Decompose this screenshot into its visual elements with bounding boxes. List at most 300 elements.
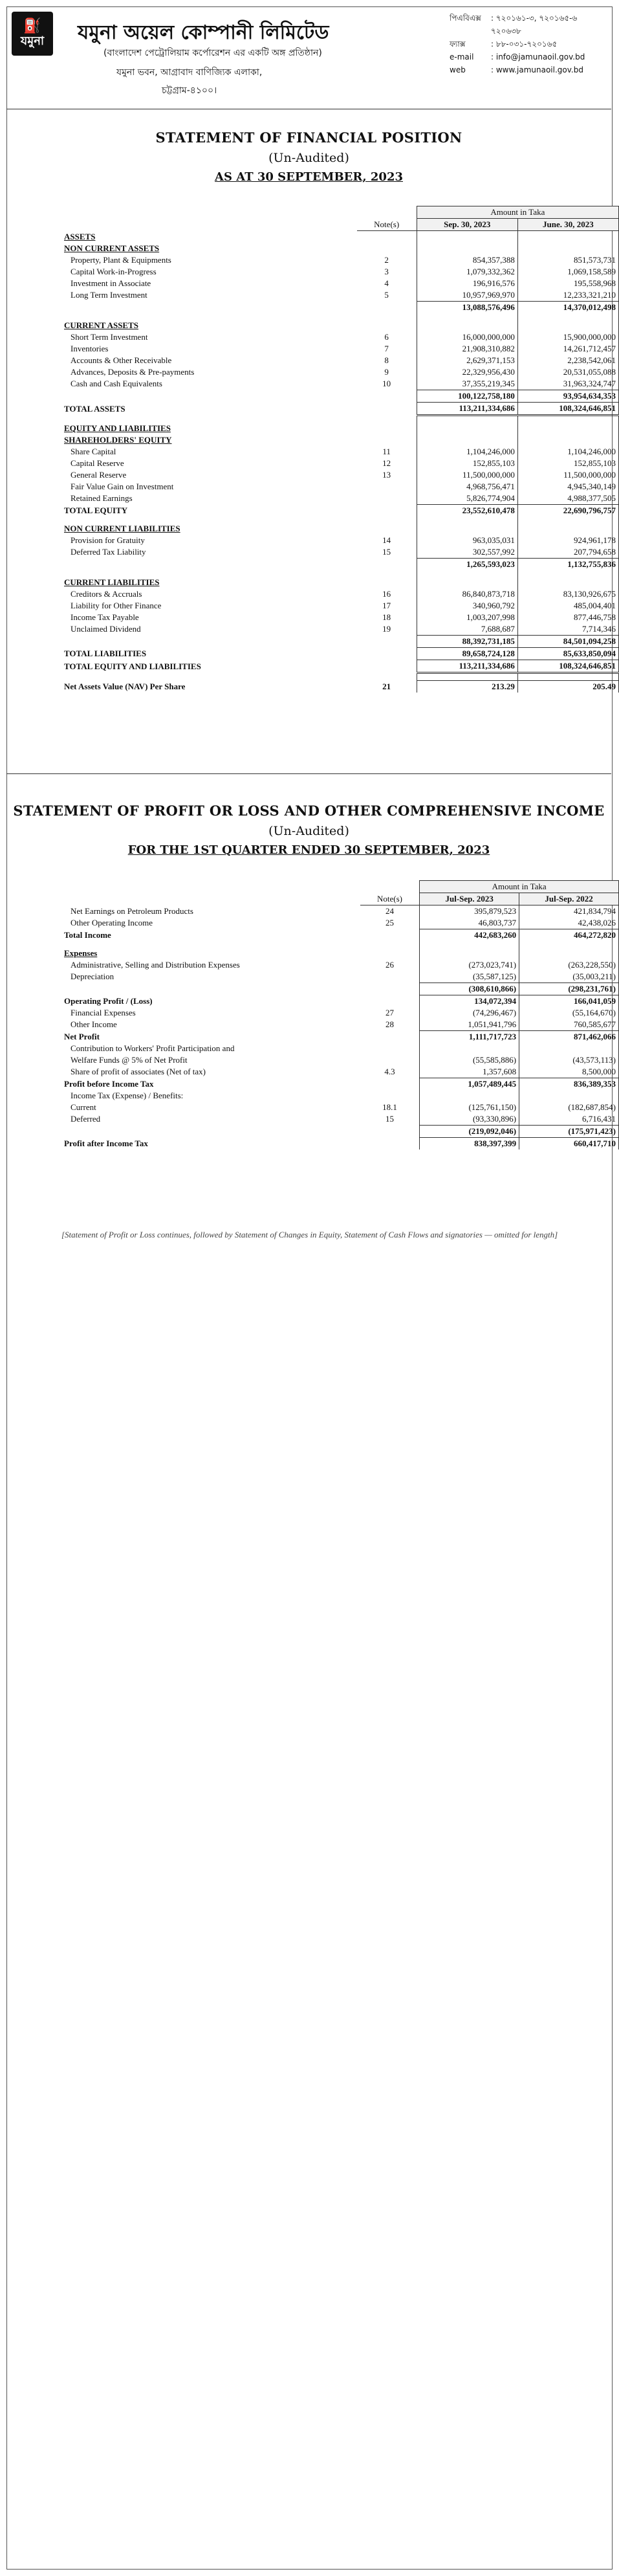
row-label: Other Operating Income (71, 918, 153, 928)
row-label: TOTAL EQUITY (64, 505, 128, 515)
sfp-table (61, 206, 619, 693)
row-value-current (420, 948, 519, 959)
row-label (61, 1126, 360, 1138)
row-value-prior (517, 516, 618, 523)
statement-row (61, 390, 619, 403)
row-value-current: 1,357,608 (420, 1066, 519, 1078)
row-value-current: 340,960,792 (417, 600, 517, 612)
contact-row (450, 25, 608, 38)
row-value-prior: 924,961,178 (517, 535, 618, 546)
statement-row (61, 446, 619, 458)
row-value-prior (517, 577, 618, 588)
spl-table (61, 880, 619, 1149)
row-value-prior: 108,324,646,851 (517, 660, 618, 673)
row-note (357, 416, 417, 423)
row-value-prior: 871,462,066 (519, 1031, 619, 1043)
row-label: Share Capital (71, 447, 116, 456)
row-value-prior (519, 1090, 619, 1102)
row-value-prior: (175,971,423) (519, 1126, 619, 1138)
row-value-prior: 85,633,850,094 (517, 648, 618, 660)
row-value-prior: 464,272,820 (519, 929, 619, 942)
statement-row (61, 469, 619, 481)
row-value-current: (308,610,866) (420, 983, 519, 995)
company-subtitle: (বাংলাদেশ পেট্রোলিয়াম কর্পোরেশন এর একটি অঙ্গ প্রতিষ্ঠান) (103, 48, 322, 58)
row-value-current: 1,057,489,445 (420, 1078, 519, 1091)
row-value-prior: 660,417,710 (519, 1138, 619, 1150)
statement-row (61, 254, 619, 266)
row-value-current: 302,557,992 (417, 546, 517, 559)
statement-row (61, 971, 619, 983)
sfp-note-header: Note(s) (357, 219, 417, 231)
row-value-current: 1,003,207,998 (417, 612, 517, 623)
statement-row (61, 403, 619, 416)
statement-row (61, 917, 619, 929)
statement-row (61, 366, 619, 378)
row-value-prior (517, 416, 618, 423)
statement-row (61, 660, 619, 673)
row-value-current (417, 434, 517, 446)
row-label: Provision for Gratuity (71, 535, 145, 545)
spl-amount-header: Amount in Taka (420, 881, 619, 893)
row-value-current: 4,968,756,471 (417, 481, 517, 493)
statement-row (61, 481, 619, 493)
row-label: Retained Earnings (71, 493, 133, 504)
row-label (61, 302, 357, 314)
row-note (360, 1054, 420, 1066)
statement-row (61, 673, 619, 681)
sfp-col2-header: June. 30, 2023 (517, 219, 618, 231)
contact-key: ফ্যাক্স (450, 39, 466, 49)
row-note (357, 313, 417, 320)
row-label: Capital Reserve (71, 458, 124, 468)
row-label: Property, Plant & Equipments (71, 255, 171, 265)
row-value-prior: 42,438,026 (519, 917, 619, 929)
row-label (61, 559, 357, 571)
row-label: TOTAL EQUITY AND LIABILITIES (64, 661, 201, 671)
row-value-current: 13,088,576,496 (417, 302, 517, 314)
row-note: 24 (386, 906, 394, 916)
contact-row (450, 12, 608, 25)
row-note: 10 (382, 379, 391, 389)
row-label: NON CURRENT ASSETS (64, 243, 160, 253)
row-value-prior: 4,945,340,149 (517, 481, 618, 493)
row-note: 4 (384, 278, 389, 288)
row-label: Short Term Investment (71, 332, 148, 342)
statement-row (61, 1102, 619, 1113)
row-note: 2 (384, 255, 389, 265)
row-value-current: 854,357,388 (417, 254, 517, 266)
row-value-prior (517, 570, 618, 577)
statement-row (61, 535, 619, 546)
row-value-current: 100,122,758,180 (417, 390, 517, 403)
statement-row (61, 378, 619, 390)
row-note (357, 481, 417, 493)
statement-row (61, 636, 619, 648)
statement-row (61, 516, 619, 523)
row-value-prior: 195,558,968 (517, 278, 618, 289)
row-note: 8 (384, 355, 389, 365)
row-value-current: 37,355,219,345 (417, 378, 517, 390)
logo-text: যমুনা (20, 34, 45, 47)
truncation-note: [Statement of Profit or Loss continues, followed by Statement of Changes in Equity, Statement of Cash Flows and signatories — omitted for length] (61, 1230, 558, 1239)
row-value-prior: 8,500,000 (519, 1066, 619, 1078)
statement-row (61, 559, 619, 571)
row-value-prior: 2,238,542,061 (517, 355, 618, 366)
row-note: 19 (382, 624, 391, 634)
row-label: Accounts & Other Receivable (71, 355, 172, 365)
row-note: 15 (382, 547, 391, 557)
statement-row (61, 355, 619, 366)
row-value-current (417, 231, 517, 243)
row-note (357, 302, 417, 314)
spl-subtitle: (Un-Audited) (268, 824, 349, 838)
row-value-current: 7,688,687 (417, 623, 517, 636)
row-value-prior: (263,228,550) (519, 959, 619, 971)
row-value-prior: 22,690,796,757 (517, 505, 618, 517)
row-label: TOTAL LIABILITIES (64, 649, 147, 658)
row-note: 25 (386, 918, 394, 928)
row-label (61, 570, 357, 577)
statement-row (61, 600, 619, 612)
row-label: Net Earnings on Petroleum Products (71, 905, 193, 916)
row-note: 28 (386, 1019, 394, 1030)
row-label: Investment in Associate (71, 278, 151, 288)
row-value-current: (35,587,125) (420, 971, 519, 983)
row-value-current: 1,079,332,362 (417, 266, 517, 278)
statement-row (61, 1066, 619, 1078)
row-value-prior: 836,389,353 (519, 1078, 619, 1091)
statement-row (61, 546, 619, 559)
statement-row (61, 243, 619, 254)
statement-row (61, 929, 619, 942)
contact-row (450, 63, 608, 76)
row-note (360, 1031, 420, 1043)
row-label: Expenses (64, 948, 98, 958)
row-value-current: 963,035,031 (417, 535, 517, 546)
statement-row (61, 959, 619, 971)
row-label (61, 416, 357, 423)
row-value-current: 86,840,873,718 (417, 588, 517, 600)
row-value-current (417, 313, 517, 320)
letterhead (6, 6, 611, 110)
spl-amount-header-row (61, 881, 619, 893)
row-value-prior: 877,446,758 (517, 612, 618, 623)
company-address-line-1: যমুনা ভবন, আগ্রাবাদ বাণিজ্যিক এলাকা, (116, 67, 263, 78)
row-label (61, 673, 357, 681)
row-note (357, 493, 417, 505)
row-value-current: (125,761,150) (420, 1102, 519, 1113)
row-note (357, 673, 417, 681)
row-note (360, 941, 420, 948)
row-value-prior: 760,585,677 (519, 1019, 619, 1031)
row-value-current: 21,908,310,882 (417, 343, 517, 355)
row-note: 18 (382, 612, 391, 622)
row-note (357, 559, 417, 571)
row-value-prior: 1,104,246,000 (517, 446, 618, 458)
row-note (357, 648, 417, 660)
row-label (61, 390, 357, 403)
statement-row (61, 1031, 619, 1043)
row-label: CURRENT LIABILITIES (64, 577, 160, 587)
row-value-prior: 31,963,324,747 (517, 378, 618, 390)
contact-value: ৭২০৬৩৮ (491, 27, 521, 36)
row-value-current: (74,296,467) (420, 1007, 519, 1019)
row-note (357, 320, 417, 331)
row-note (357, 231, 417, 243)
statement-row (61, 320, 619, 331)
row-label: Profit before Income Tax (64, 1078, 154, 1089)
row-note: 15 (386, 1114, 394, 1124)
sfp-column-header-row (61, 219, 619, 231)
row-value-current: 113,211,334,686 (417, 660, 517, 673)
row-note: 3 (384, 267, 389, 276)
row-value-current (420, 1090, 519, 1102)
company-address-line-2: চট্টগ্রাম-৪১০০। (162, 85, 217, 96)
row-note: 6 (384, 332, 389, 342)
row-note (360, 1138, 420, 1150)
row-value-prior (519, 948, 619, 959)
row-value-prior: 1,069,158,589 (517, 266, 618, 278)
spl-col2-header: Jul-Sep. 2022 (519, 893, 619, 905)
company-name: যমুনা অয়েল কোম্পানী লিমিটেড (78, 21, 329, 44)
row-value-current (420, 1043, 519, 1054)
row-value-prior: 12,233,321,210 (517, 289, 618, 302)
row-value-prior (517, 320, 618, 331)
statement-row (61, 1054, 619, 1066)
spl-column-header-row (61, 893, 619, 905)
row-value-prior: 205.49 (517, 681, 618, 693)
row-value-current: 1,104,246,000 (417, 446, 517, 458)
logo-mark-icon: ⛽ (23, 18, 41, 34)
spl-rows (61, 905, 619, 1150)
row-note (360, 995, 420, 1008)
statement-row (61, 266, 619, 278)
sfp-col1-header: Sep. 30, 2023 (417, 219, 517, 231)
row-label: Advances, Deposits & Pre-payments (71, 367, 195, 377)
row-value-current: 134,072,394 (420, 995, 519, 1008)
row-label: Unclaimed Dividend (71, 624, 141, 634)
sfp-amount-header-row (61, 206, 619, 219)
row-value-prior: 108,324,646,851 (517, 403, 618, 416)
row-value-current: (273,023,741) (420, 959, 519, 971)
row-value-current (417, 423, 517, 434)
row-value-current: (55,585,886) (420, 1054, 519, 1066)
row-note (357, 516, 417, 523)
statement-row (61, 289, 619, 302)
row-note (357, 577, 417, 588)
row-value-prior: 4,988,377,505 (517, 493, 618, 505)
row-value-current: (219,092,046) (420, 1126, 519, 1138)
row-value-prior: 421,834,794 (519, 905, 619, 918)
row-label: Inventories (71, 344, 109, 353)
contact-key: e-mail (450, 52, 474, 61)
statement-row (61, 1113, 619, 1126)
row-note (357, 570, 417, 577)
spl-title: STATEMENT OF PROFIT OR LOSS AND OTHER COMPREHENSIVE INCOME (13, 803, 605, 819)
row-value-current (417, 673, 517, 681)
row-value-prior: (43,573,113) (519, 1054, 619, 1066)
row-value-current: 11,500,000,000 (417, 469, 517, 481)
row-value-prior (517, 434, 618, 446)
statement-row (61, 941, 619, 948)
row-note: 21 (382, 681, 391, 691)
row-note (360, 929, 420, 942)
row-label: Profit after Income Tax (64, 1138, 148, 1148)
statement-row (61, 343, 619, 355)
row-note (360, 983, 420, 995)
row-note: 13 (382, 470, 391, 480)
row-note: 18.1 (382, 1102, 397, 1112)
row-note (360, 948, 420, 959)
row-label: Fair Value Gain on Investment (71, 482, 174, 491)
statement-row (61, 905, 619, 918)
row-value-prior (517, 673, 618, 681)
row-note (360, 971, 420, 983)
row-label: General Reserve (71, 470, 127, 480)
row-label (61, 313, 357, 320)
row-label: Long Term Investment (71, 290, 147, 300)
company-logo (12, 12, 53, 56)
row-value-current: 395,879,523 (420, 905, 519, 918)
row-note (357, 523, 417, 535)
sfp-subtitle: (Un-Audited) (268, 151, 349, 165)
statement-row (61, 313, 619, 320)
row-value-prior: (182,687,854) (519, 1102, 619, 1113)
sfp-title: STATEMENT OF FINANCIAL POSITION (155, 129, 462, 146)
row-label (61, 516, 357, 523)
row-note: 11 (382, 447, 391, 456)
row-value-current: 5,826,774,904 (417, 493, 517, 505)
row-value-current (417, 416, 517, 423)
row-value-prior: 207,794,658 (517, 546, 618, 559)
row-value-current: 88,392,731,185 (417, 636, 517, 648)
row-label: Net Profit (64, 1031, 100, 1041)
row-value-prior: (298,231,761) (519, 983, 619, 995)
statement-row (61, 588, 619, 600)
spl-col1-header: Jul-Sep. 2023 (420, 893, 519, 905)
statement-row (61, 612, 619, 623)
statement-row (61, 983, 619, 995)
row-value-current: 152,855,103 (417, 458, 517, 469)
row-note: 27 (386, 1008, 394, 1017)
row-value-current: 442,683,260 (420, 929, 519, 942)
row-note: 5 (384, 290, 389, 300)
row-label: Share of profit of associates (Net of tax) (71, 1067, 206, 1077)
row-value-current: 10,957,969,970 (417, 289, 517, 302)
statement-row (61, 1007, 619, 1019)
row-label: Depreciation (71, 972, 114, 982)
row-note (357, 403, 417, 416)
row-note: 7 (384, 344, 389, 353)
row-value-current: 196,916,576 (417, 278, 517, 289)
row-value-prior: 485,004,401 (517, 600, 618, 612)
sfp-amount-header: Amount in Taka (417, 206, 618, 219)
row-value-prior (519, 1043, 619, 1054)
row-value-current (417, 523, 517, 535)
statement-row (61, 1019, 619, 1031)
row-label: Total Income (64, 929, 111, 940)
row-note: 14 (382, 535, 391, 545)
contact-value[interactable]: : www.jamunaoil.gov.bd (491, 65, 583, 74)
row-value-prior: (35,003,211) (519, 971, 619, 983)
row-note (357, 434, 417, 446)
row-label: Operating Profit / (Loss) (64, 995, 153, 1006)
statement-row (61, 681, 619, 693)
row-note (357, 660, 417, 673)
spl-note-header: Note(s) (360, 893, 420, 905)
row-label: Financial Expenses (71, 1008, 136, 1017)
statement-row (61, 1078, 619, 1091)
row-value-prior: 20,531,055,088 (517, 366, 618, 378)
row-label: ASSETS (64, 231, 96, 241)
row-label: EQUITY AND LIABILITIES (64, 423, 171, 433)
row-label: CURRENT ASSETS (64, 320, 139, 330)
row-label (61, 941, 360, 948)
row-value-prior (517, 523, 618, 535)
row-note (357, 636, 417, 648)
row-note: 12 (382, 458, 391, 468)
row-note (357, 390, 417, 403)
row-value-prior: (55,164,670) (519, 1007, 619, 1019)
row-note: 4.3 (384, 1067, 395, 1077)
row-note: 9 (384, 367, 389, 377)
row-label: NON CURRENT LIABILITIES (64, 524, 180, 533)
row-value-prior: 14,261,712,457 (517, 343, 618, 355)
row-note (360, 1078, 420, 1091)
row-label: Current (71, 1102, 96, 1112)
row-value-prior: 851,573,731 (517, 254, 618, 266)
statement-row (61, 423, 619, 434)
row-label: Capital Work-in-Progress (71, 267, 157, 276)
row-label: Welfare Funds @ 5% of Net Profit (71, 1055, 188, 1065)
statement-row (61, 458, 619, 469)
row-value-prior: 15,900,000,000 (517, 331, 618, 343)
row-note: 26 (386, 960, 394, 970)
row-value-current: 1,265,593,023 (417, 559, 517, 571)
statement-row (61, 505, 619, 517)
statement-row (61, 434, 619, 446)
contact-key (450, 25, 491, 38)
statement-row (61, 577, 619, 588)
row-value-prior (519, 941, 619, 948)
row-value-current: 2,629,371,153 (417, 355, 517, 366)
row-value-current: 89,658,724,128 (417, 648, 517, 660)
section-divider (6, 773, 611, 774)
row-value-current: 1,051,941,796 (420, 1019, 519, 1031)
contact-value: : ৭২০১৬১-৩, ৭২০১৬৫-৬ (491, 14, 578, 23)
row-note: 16 (382, 589, 391, 599)
row-value-prior: 166,041,059 (519, 995, 619, 1008)
row-note (357, 505, 417, 517)
row-label: Deferred (71, 1114, 101, 1124)
row-value-prior: 83,130,926,675 (517, 588, 618, 600)
statement-row (61, 995, 619, 1008)
row-value-current (417, 516, 517, 523)
row-label: Liability for Other Finance (71, 601, 162, 610)
row-value-prior: 1,132,755,836 (517, 559, 618, 571)
row-label: Income Tax (Expense) / Benefits: (71, 1091, 184, 1100)
sfp-rows (61, 231, 619, 693)
row-note (360, 1043, 420, 1054)
row-label: Cash and Cash Equivalents (71, 379, 162, 389)
row-value-current: 22,329,956,430 (417, 366, 517, 378)
row-value-current: 113,211,334,686 (417, 403, 517, 416)
contact-value[interactable]: : info@jamunaoil.gov.bd (491, 52, 585, 61)
statement-row (61, 1043, 619, 1054)
row-note (357, 423, 417, 434)
row-label: Creditors & Accruals (71, 589, 142, 599)
row-value-prior: 152,855,103 (517, 458, 618, 469)
